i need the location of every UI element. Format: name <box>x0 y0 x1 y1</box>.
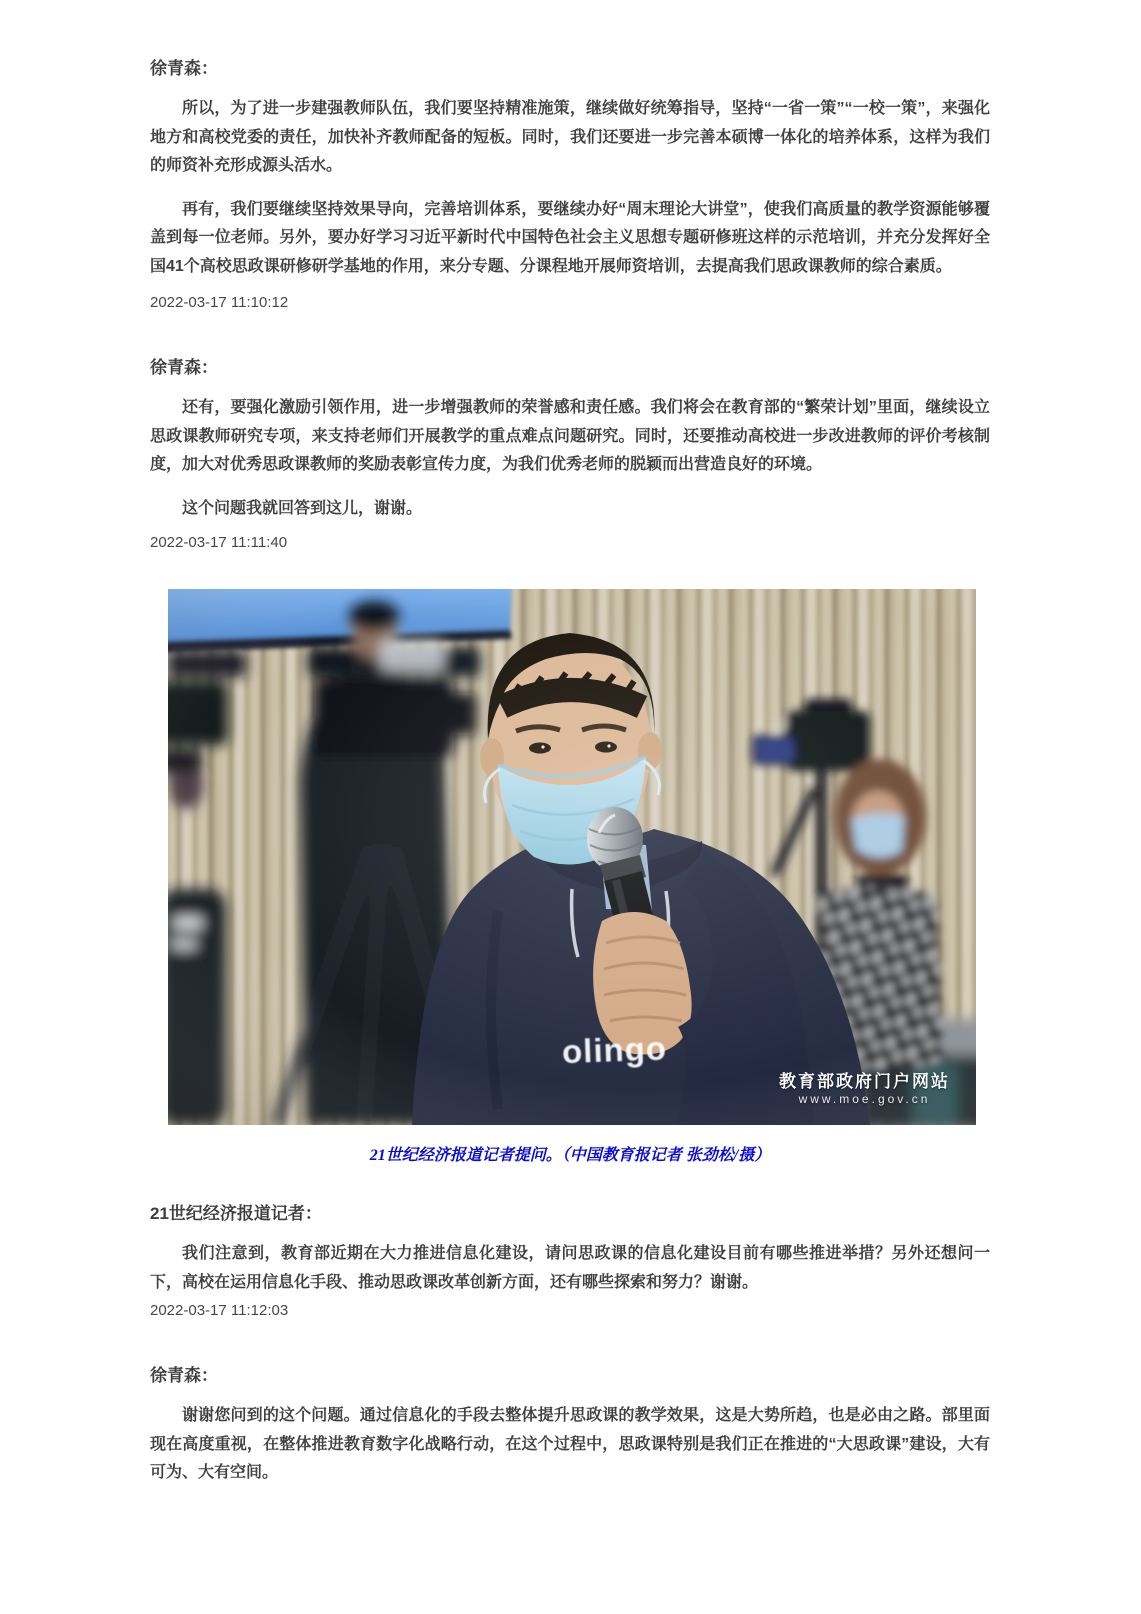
watermark-site-name: 教育部政府门户网站 <box>779 1072 950 1091</box>
speaker-name: 徐青森： <box>150 59 218 78</box>
paragraph: 我们注意到，教育部近期在大力推进信息化建设，请问思政课的信息化建设目前有哪些推进举措？另外还想问一下，高校在运用信息化手段、推动思政课改革创新方面，还有哪些探索和努力？谢谢。 <box>150 1245 990 1291</box>
paragraph: 所以，为了进一步建强教师队伍，我们要坚持精准施策，继续做好统筹指导，坚持“一省一策”“一校一策”，来强化地方和高校党委的责任，加快补齐教师配备的短板。同时，我们还要进一步完善本硕博一体化的培养体系，这样为我们的师资补充形成源头活水。 <box>150 100 990 174</box>
timestamp: 2022-03-17 11:12:03 <box>150 1302 289 1319</box>
paragraph: 再有，我们要继续坚持效果导向，完善培训体系，要继续办好“周末理论大讲堂”，使我们高质量的教学资源能够覆盖到每一位老师。另外，要办好学习习近平新时代中国特色社会主义思想专题研修班这样的示范培训，并充分发挥好全国41个高校思政课研修研学基地的作用，来分专题、分课程地开展师资培训，去提高我们思政课教师的综合素质。 <box>150 200 990 275</box>
speaker-name: 徐青森： <box>150 358 218 377</box>
photo-caption: 21世纪经济报道记者提问。（中国教育报记者 张劲松/摄） <box>369 1147 771 1164</box>
speaker-name: 徐青森： <box>150 1366 218 1385</box>
paragraph: 还有，要强化激励引领作用，进一步增强教师的荣誉感和责任感。我们将会在教育部的“繁荣计划”里面，继续设立思政课教师研究专项，来支持老师们开展教学的重点难点问题研究。同时，还要推动高校进一步改进教师的评价考核制度，加大对优秀思政课教师的奖励表彰宣传力度，为我们优秀老师的脱颖而出营造良好的环境。 <box>150 399 990 473</box>
timestamp: 2022-03-17 11:11:40 <box>150 534 288 551</box>
press-photo-figure <box>168 589 976 1167</box>
speaker-name: 21世纪经济报道记者： <box>150 1204 322 1223</box>
transcript-section-4 <box>150 1365 990 1488</box>
press-photo <box>168 589 976 1125</box>
paragraph: 谢谢您问到的这个问题。通过信息化的手段去整体提升思政课的教学效果，这是大势所趋，也是必由之路。部里面现在高度重视，在整体推进教育数字化战略行动，在这个过程中，思政课特别是我们正在推进的“大思政课”建设，大有可为、大有空间。 <box>150 1407 990 1481</box>
watermark-url: www.moe.gov.cn <box>798 1092 931 1106</box>
photo-watermark <box>779 1072 950 1107</box>
transcript-section-3 <box>150 1203 990 1321</box>
transcript-section-1 <box>150 58 990 313</box>
paragraph: 这个问题我就回答到这儿，谢谢。 <box>182 499 423 517</box>
timestamp: 2022-03-17 11:10:12 <box>150 294 289 311</box>
transcript-section-2 <box>150 357 990 553</box>
hoodie-logo-text: olingo <box>561 1029 668 1071</box>
